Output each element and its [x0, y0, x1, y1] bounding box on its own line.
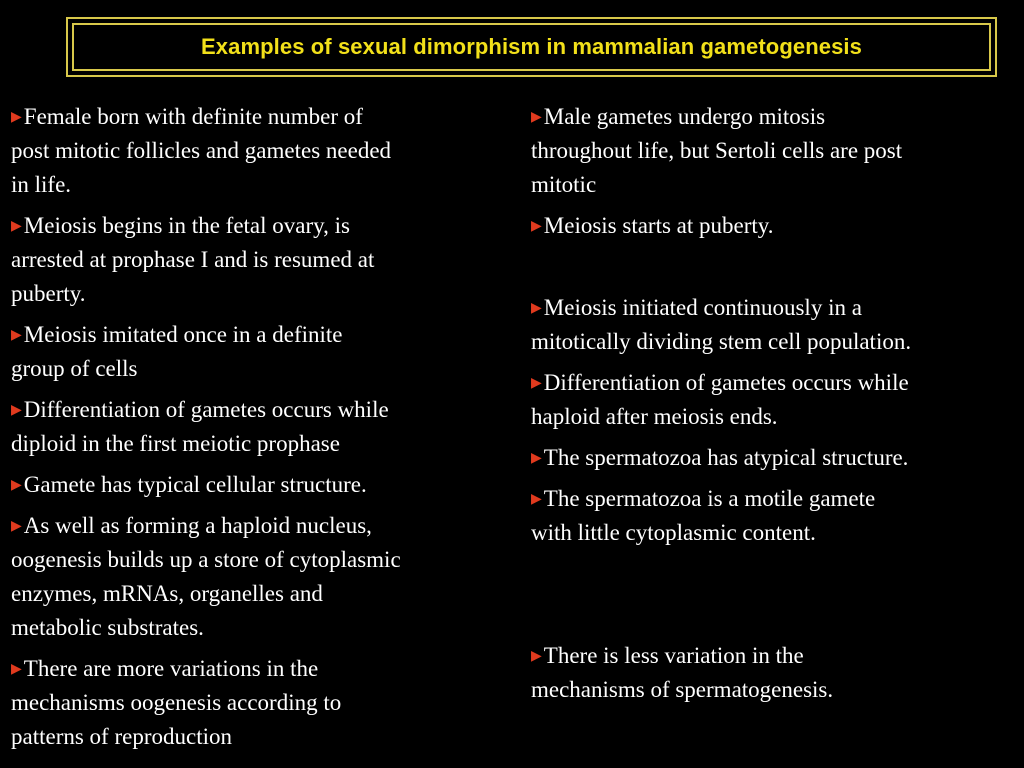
male-bullet-item [531, 366, 909, 434]
bullet-text-line: puberty. [11, 281, 86, 306]
bullet-text-line: ▶Differentiation of gametes occurs while [11, 393, 389, 427]
bullet-text-line: enzymes, mRNAs, organelles and [11, 581, 323, 606]
triangle-bullet-icon: ▶ [531, 376, 542, 391]
triangle-bullet-icon: ▶ [11, 110, 22, 125]
male-bullet-item [531, 100, 902, 202]
bullet-text-line: oogenesis builds up a store of cytoplasmic [11, 547, 401, 572]
triangle-bullet-icon: ▶ [531, 451, 542, 466]
bullet-text-line: ▶Differentiation of gametes occurs while [531, 366, 909, 400]
triangle-bullet-icon: ▶ [531, 492, 542, 507]
bullet-text-line: metabolic substrates. [11, 615, 204, 640]
triangle-bullet-icon: ▶ [11, 403, 22, 418]
bullet-text-line: mechanisms oogenesis according to [11, 690, 342, 715]
bullet-text-line: in life. [11, 172, 72, 197]
triangle-bullet-icon: ▶ [11, 478, 22, 493]
male-bullet-item [531, 209, 774, 243]
female-bullet-item [11, 100, 391, 202]
bullet-text-line: ▶Meiosis imitated once in a definite [11, 318, 343, 352]
triangle-bullet-icon: ▶ [11, 328, 22, 343]
bullet-text-line: ▶There is less variation in the [531, 639, 833, 673]
triangle-bullet-icon: ▶ [11, 519, 22, 534]
slide-title: Examples of sexual dimorphism in mammalian gametogenesis [201, 34, 862, 59]
bullet-text-line: haploid after meiosis ends. [531, 404, 778, 429]
female-bullet-item [11, 318, 343, 386]
bullet-text-line: mechanisms of spermatogenesis. [531, 677, 834, 702]
female-bullet-item [11, 209, 374, 311]
bullet-text-line: ▶Meiosis initiated continuously in a [531, 291, 911, 325]
bullet-text-line: diploid in the first meiotic prophase [11, 431, 340, 456]
bullet-text-line: group of cells [11, 356, 138, 381]
triangle-bullet-icon: ▶ [531, 301, 542, 316]
triangle-bullet-icon: ▶ [531, 219, 542, 234]
triangle-bullet-icon: ▶ [11, 662, 22, 677]
bullet-text-line: ▶Female born with definite number of [11, 100, 391, 134]
triangle-bullet-icon: ▶ [531, 649, 542, 664]
bullet-text-line: patterns of reproduction [11, 724, 232, 749]
bullet-text-line: ▶Male gametes undergo mitosis [531, 100, 902, 134]
female-bullet-item [11, 393, 389, 461]
bullet-text-line: ▶The spermatozoa is a motile gamete [531, 482, 875, 516]
bullet-text-line: throughout life, but Sertoli cells are post [531, 138, 903, 163]
female-bullet-item [11, 468, 367, 502]
bullet-text-line: ▶Meiosis starts at puberty. [531, 209, 774, 243]
bullet-text-line: mitotic [531, 172, 597, 197]
male-bullet-item [531, 639, 833, 707]
bullet-text-line: arrested at prophase I and is resumed at [11, 247, 375, 272]
bullet-text-line: with little cytoplasmic content. [531, 520, 816, 545]
male-bullet-item [531, 441, 908, 475]
bullet-text-line: ▶The spermatozoa has atypical structure. [531, 441, 908, 475]
bullet-text-line: post mitotic follicles and gametes needed [11, 138, 392, 163]
female-bullet-item [11, 652, 341, 754]
male-bullet-item [531, 482, 875, 550]
bullet-text-line: ▶Meiosis begins in the fetal ovary, is [11, 209, 374, 243]
bullet-text-line: ▶As well as forming a haploid nucleus, [11, 509, 401, 543]
triangle-bullet-icon: ▶ [11, 219, 22, 234]
male-bullet-item [531, 291, 911, 359]
bullet-text-line: mitotically dividing stem cell population. [531, 329, 912, 354]
title-frame-inner [72, 23, 991, 71]
bullet-text-line: ▶Gamete has typical cellular structure. [11, 468, 367, 502]
triangle-bullet-icon: ▶ [531, 110, 542, 125]
female-bullet-item [11, 509, 401, 645]
title-frame [66, 17, 997, 77]
bullet-text-line: ▶There are more variations in the [11, 652, 341, 686]
